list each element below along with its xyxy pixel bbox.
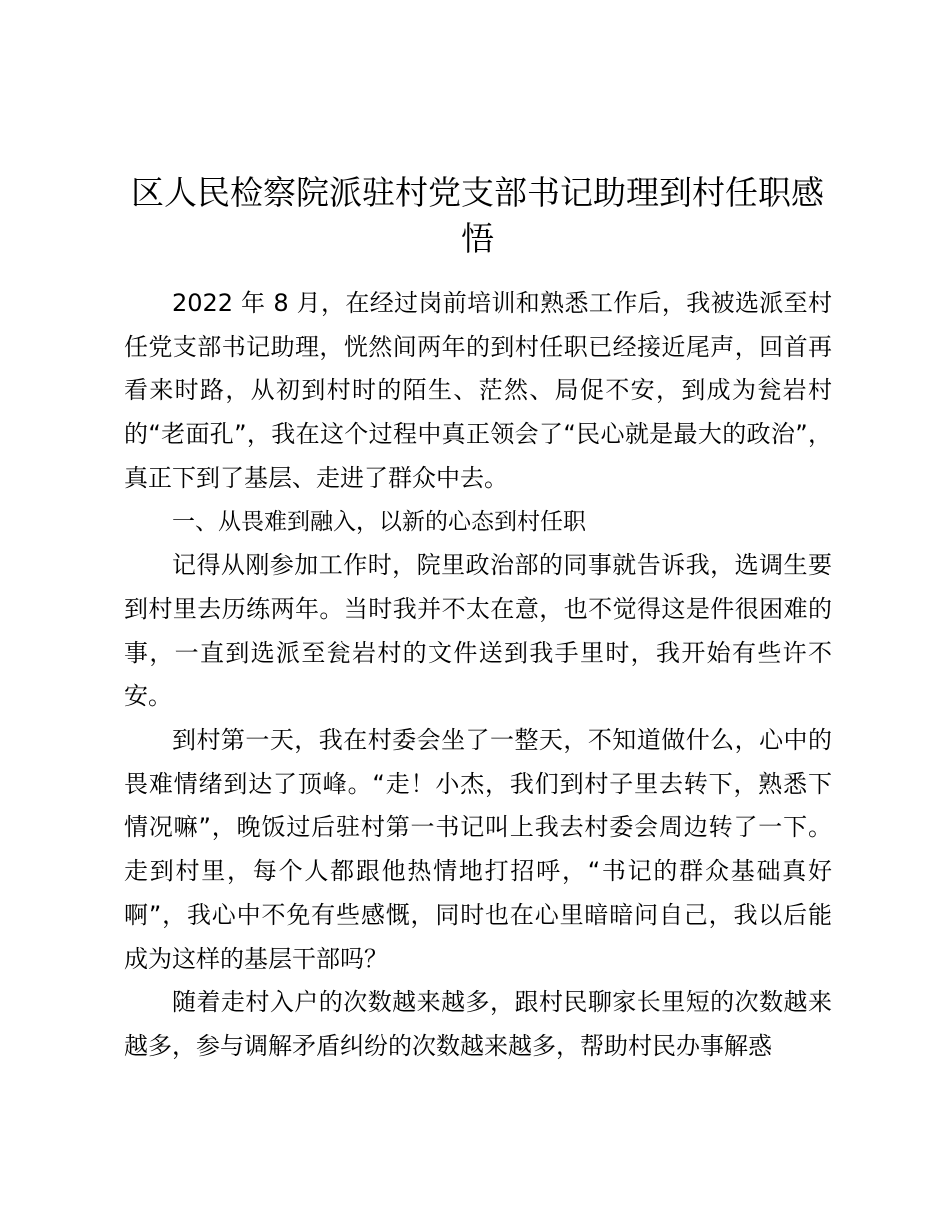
- paragraph-first-day: 到村第一天，我在村委会坐了一整天，不知道做什么，心中的畏难情绪到达了顶峰。“走！小杰，我们到村子里去转下，熟悉下情况嘛”，晚饭过后驻村第一书记叫上我去村委会周边转了一下。走到村里，每个人都跟他热情地打招呼，“书记的群众基础真好啊”，我心中不免有些感慨，同时也在心里暗暗问自己，我以后能成为这样的基层干部吗？: [124, 726, 832, 973]
- paragraph-intro: 2022 年 8 月，在经过岗前培训和熟悉工作后，我被选派至村任党支部书记助理，恍然间两年的到村任职已经接近尾声，回首再看来时路，从初到村时的陌生、茫然、局促不安，到成为瓮岩村的“老面孔”，我在这个过程中真正领会了“民心就是最大的政治”，真正下到了基层、走进了群众中去。: [124, 289, 832, 492]
- document-body: [124, 282, 832, 1069]
- paragraph-selection: 记得从刚参加工作时，院里政治部的同事就告诉我，选调生要到村里去历练两年。当时我并不太在意，也不觉得这是件很困难的事，一直到选派至瓮岩村的文件送到我手里时，我开始有些许不安。: [124, 551, 832, 711]
- section-heading-1: 一、从畏难到融入，以新的心态到村任职: [172, 508, 586, 535]
- document-title: 区人民检察院派驻村党支部书记助理到村任职感悟: [131, 173, 824, 258]
- paragraph-integration: 随着走村入户的次数越来越多，跟村民聊家长里短的次数越来越多，参与调解矛盾纠纷的次数越来越多，帮助村民办事解惑: [124, 988, 832, 1060]
